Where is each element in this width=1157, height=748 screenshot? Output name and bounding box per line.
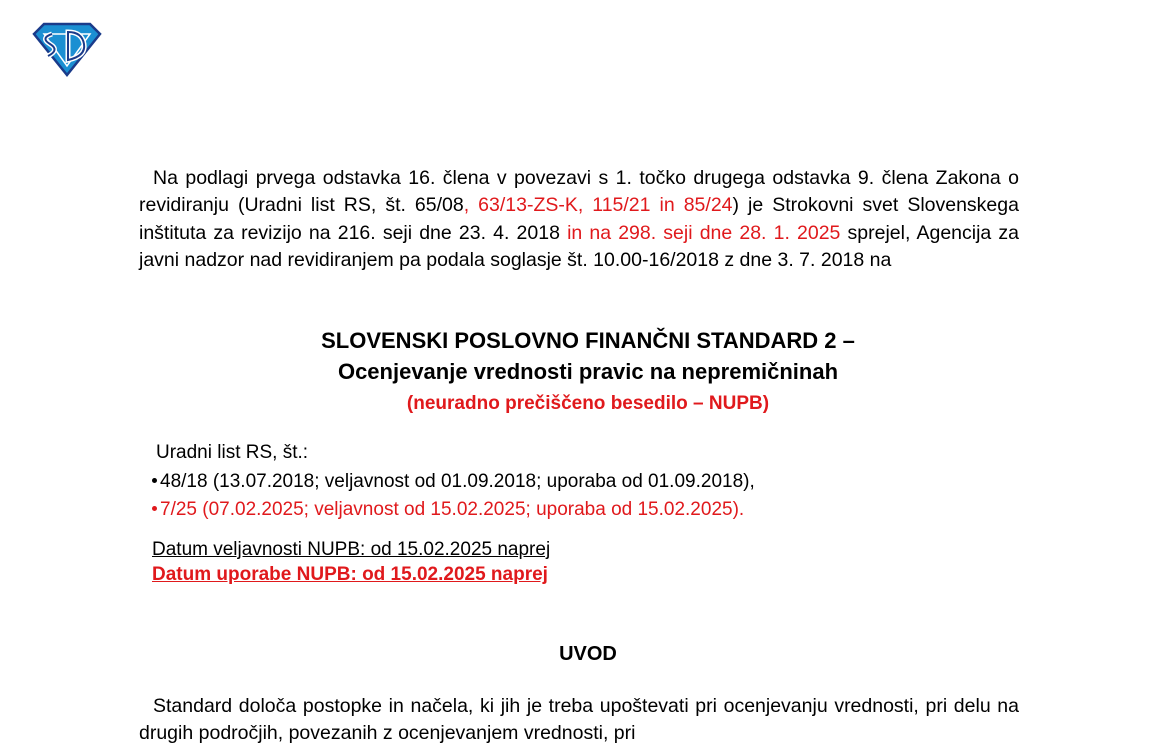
standard-subtitle: (neuradno prečiščeno besedilo – NUPB) — [406, 393, 770, 414]
intro-text-3: sprejel, Agencija za javni nadzor nad revidiranjem pa podala soglasje št. 10.00-16/2018 z dne 3. 7. 2018 na — [139, 221, 1020, 272]
intro-paragraph — [139, 165, 1019, 275]
intro-session: in na 298. seji dne 28. 1. 2025 — [567, 221, 841, 244]
intro-text-2: ) je Strokovni svet Slovenskega inštituta za revizijo na 216. seji dne 23. 4. 2018 — [139, 194, 1019, 244]
bullet-icon — [152, 506, 157, 511]
body-paragraph: Standard določa postopke in načela, ki jih je treba upoštevati pri ocenjevanju vrednosti, pri delu na drugih področjih, povezanih z ocenjevanjem vrednosti, pri — [139, 695, 1019, 745]
gazette-item — [152, 470, 755, 494]
gazette-item-text: 7/25 (07.02.2025; veljavnost od 15.02.2025; uporaba od 15.02.2025). — [160, 499, 745, 520]
section-heading: UVOD — [559, 643, 617, 665]
gazette-item-text: 48/18 (13.07.2018; veljavnost od 01.09.2018; uporaba od 01.09.2018), — [160, 471, 755, 492]
gazette-item — [152, 498, 744, 522]
standard-title-line2: Ocenjevanje vrednosti pravic na nepremičninah — [337, 359, 839, 384]
sid-logo — [30, 20, 104, 78]
intro-text-1: Na podlagi prvega odstavka 16. člena v povezavi s 1. točko drugega odstavka 9. člena Zakona o revidiranju (Uradni list RS, št. 65/08 — [139, 167, 1019, 217]
gazette-label: Uradni list RS, št.: — [156, 442, 309, 463]
validity-date: Datum veljavnosti NUPB: od 15.02.2025 naprej — [152, 539, 551, 560]
use-date: Datum uporabe NUPB: od 15.02.2025 naprej — [152, 564, 548, 585]
standard-title-line1: SLOVENSKI POSLOVNO FINANČNI STANDARD 2 – — [321, 328, 855, 353]
intro-amendments: , 63/13-ZS-K, 115/21 in 85/24 — [463, 194, 733, 217]
bullet-icon — [152, 478, 157, 483]
